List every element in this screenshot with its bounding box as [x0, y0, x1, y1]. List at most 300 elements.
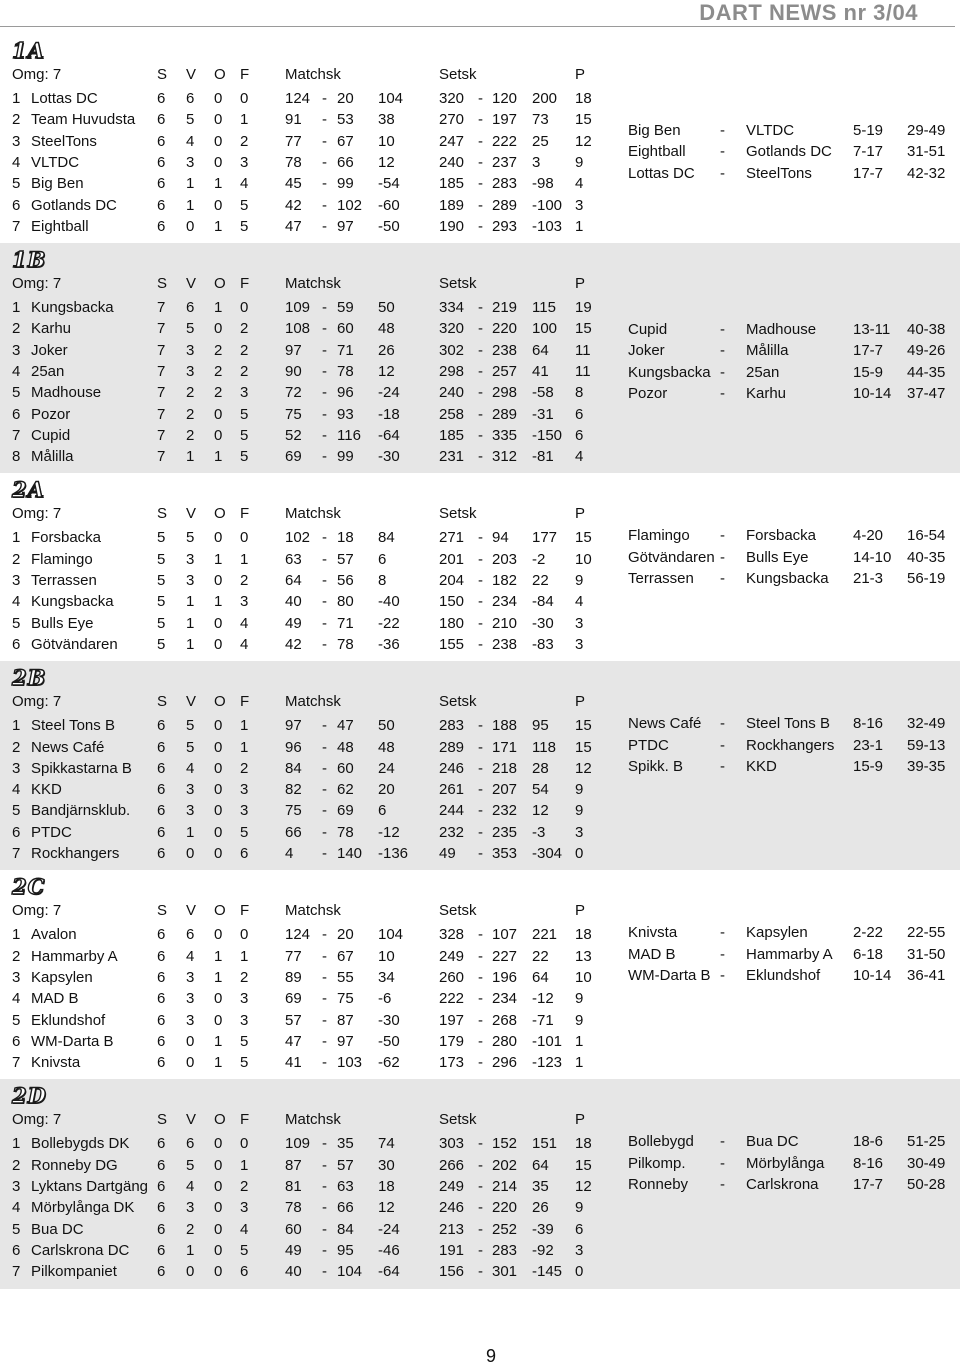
- cell-team: Kungsbacka: [31, 593, 114, 611]
- column-header-o: O: [214, 1111, 226, 1129]
- table-row: [0, 1219, 620, 1240]
- away-team: Bua DC: [746, 1133, 799, 1151]
- cell-ma: 57: [337, 550, 354, 568]
- score-separator: -: [478, 947, 483, 965]
- score-separator: -: [322, 759, 327, 777]
- cell-sf: 328: [439, 926, 465, 944]
- cell-f: 3: [240, 593, 249, 611]
- table-row: [0, 634, 620, 655]
- cell-mdiff: -40: [378, 593, 400, 611]
- score-separator: -: [322, 1156, 327, 1174]
- cell-sf: 289: [439, 738, 465, 756]
- cell-p: 3: [575, 614, 584, 632]
- cell-s: 5: [157, 593, 166, 611]
- cell-team: Ronneby DG: [31, 1156, 118, 1174]
- cell-sa: 252: [492, 1220, 518, 1238]
- table-row: [0, 843, 620, 864]
- cell-rank: 6: [12, 635, 21, 653]
- away-team: Gotlands DC: [746, 143, 832, 161]
- score-separator: -: [322, 614, 327, 632]
- set-score: 40-38: [907, 321, 946, 339]
- cell-ma: 116: [337, 426, 361, 444]
- cell-sf: 249: [439, 1178, 465, 1196]
- score-separator: -: [322, 405, 327, 423]
- score-separator: -: [478, 823, 483, 841]
- vs-separator: -: [720, 1176, 725, 1194]
- column-header-o: O: [214, 505, 226, 523]
- match-score: 10-14: [853, 384, 892, 402]
- cell-p: 12: [575, 1178, 592, 1196]
- cell-ma: 104: [337, 1263, 363, 1281]
- table-row: [0, 988, 620, 1009]
- column-header-o: O: [214, 275, 226, 293]
- cell-sf: 49: [439, 845, 456, 863]
- match-score: 8-16: [853, 715, 884, 733]
- cell-p: 1: [575, 1054, 584, 1072]
- cell-sa: 218: [492, 759, 518, 777]
- cell-mdiff: 8: [378, 572, 387, 590]
- cell-p: 1: [575, 1032, 584, 1050]
- cell-sf: 302: [439, 341, 465, 359]
- cell-v: 0: [186, 1032, 195, 1050]
- cell-p: 8: [575, 384, 584, 402]
- score-separator: -: [478, 1011, 483, 1029]
- score-separator: -: [322, 990, 327, 1008]
- cell-ma: 78: [337, 362, 354, 380]
- score-separator: -: [322, 362, 327, 380]
- cell-mf: 40: [285, 1263, 302, 1281]
- score-separator: -: [322, 845, 327, 863]
- score-separator: -: [322, 572, 327, 590]
- cell-rank: 3: [12, 968, 21, 986]
- cell-team: Eightball: [31, 217, 89, 235]
- cell-ma: 59: [337, 299, 354, 317]
- score-separator: -: [322, 738, 327, 756]
- cell-ma: 56: [337, 572, 354, 590]
- score-separator: -: [478, 1241, 483, 1259]
- cell-o: 1: [214, 448, 223, 466]
- cell-team: Steel Tons B: [31, 717, 115, 735]
- set-score: 31-50: [907, 945, 946, 963]
- standings-container: [0, 34, 960, 1289]
- cell-sa: 232: [492, 802, 518, 820]
- cell-team: Lyktans Dartgäng: [31, 1178, 149, 1196]
- cell-ma: 96: [337, 384, 354, 402]
- cell-v: 0: [186, 845, 195, 863]
- column-header-s: S: [157, 902, 168, 920]
- cell-f: 1: [240, 1156, 249, 1174]
- cell-sf: 258: [439, 405, 465, 423]
- cell-sa: 220: [492, 1199, 518, 1217]
- table-row: [0, 425, 620, 446]
- cell-team: Carlskrona DC: [31, 1241, 130, 1259]
- cell-mdiff: 6: [378, 802, 387, 820]
- cell-mf: 4: [285, 845, 294, 863]
- score-separator: -: [322, 217, 327, 235]
- set-score: 50-28: [907, 1176, 946, 1194]
- match-score: 23-1: [853, 736, 884, 754]
- division-2a: [0, 473, 960, 661]
- cell-sa: 234: [492, 593, 518, 611]
- score-separator: -: [322, 1178, 327, 1196]
- cell-v: 5: [186, 529, 195, 547]
- home-team: Pilkomp.: [628, 1154, 686, 1172]
- cell-rank: 4: [12, 1199, 21, 1217]
- column-header-f: F: [240, 693, 250, 711]
- cell-o: 0: [214, 738, 223, 756]
- standings-header-row: [0, 503, 620, 524]
- cell-sf: 283: [439, 717, 465, 735]
- score-separator: -: [478, 1156, 483, 1174]
- score-separator: -: [478, 217, 483, 235]
- cell-ma: 48: [337, 738, 354, 756]
- away-team: 25an: [746, 363, 780, 381]
- cell-s: 7: [157, 299, 166, 317]
- cell-sdiff: -150: [532, 426, 563, 444]
- cell-team: Rockhangers: [31, 845, 120, 863]
- cell-s: 6: [157, 1032, 166, 1050]
- cell-p: 10: [575, 968, 592, 986]
- cell-team: KKD: [31, 781, 62, 799]
- table-row: [0, 1261, 620, 1282]
- division-2b: [0, 661, 960, 870]
- score-separator: -: [478, 153, 483, 171]
- cell-ma: 140: [337, 845, 363, 863]
- cell-sf: 244: [439, 802, 465, 820]
- column-header-setsk: Setsk: [439, 902, 477, 920]
- cell-team: Gotlands DC: [31, 196, 117, 214]
- cell-rank: 4: [12, 781, 21, 799]
- cell-s: 6: [157, 1156, 166, 1174]
- score-separator: -: [478, 968, 483, 986]
- set-score: 32-49: [907, 715, 946, 733]
- cell-sa: 298: [492, 384, 518, 402]
- match-result: [0, 120, 960, 141]
- cell-f: 3: [240, 384, 249, 402]
- cell-team: Big Ben: [31, 175, 84, 193]
- score-separator: -: [478, 926, 483, 944]
- cell-mf: 60: [285, 1220, 302, 1238]
- cell-o: 0: [214, 1011, 223, 1029]
- cell-s: 6: [157, 111, 166, 129]
- home-team: Pozor: [628, 384, 668, 402]
- score-separator: -: [478, 175, 483, 193]
- cell-sdiff: -98: [532, 175, 554, 193]
- cell-ma: 57: [337, 1156, 354, 1174]
- score-separator: -: [478, 1178, 483, 1196]
- cell-sdiff: -30: [532, 614, 554, 632]
- cell-mf: 124: [285, 926, 311, 944]
- cell-sdiff: 3: [532, 153, 541, 171]
- home-team: Flamingo: [628, 527, 690, 545]
- cell-sa: 107: [492, 926, 518, 944]
- cell-team: WM-Darta B: [31, 1032, 114, 1050]
- away-team: SteelTons: [746, 164, 812, 182]
- cell-sf: 155: [439, 635, 465, 653]
- cell-s: 5: [157, 572, 166, 590]
- cell-p: 15: [575, 738, 592, 756]
- home-team: Terrassen: [628, 570, 694, 588]
- cell-ma: 60: [337, 759, 354, 777]
- away-team: VLTDC: [746, 122, 795, 139]
- cell-o: 0: [214, 529, 223, 547]
- cell-sa: 235: [492, 823, 518, 841]
- cell-o: 1: [214, 947, 223, 965]
- cell-v: 2: [186, 1220, 195, 1238]
- match-score: 7-17: [853, 143, 884, 161]
- match-result: [0, 965, 960, 986]
- cell-s: 6: [157, 947, 166, 965]
- cell-sdiff: -81: [532, 448, 554, 466]
- cell-team: Mörbylånga DK: [31, 1199, 135, 1217]
- cell-mdiff: 6: [378, 550, 387, 568]
- set-score: 22-55: [907, 924, 946, 942]
- cell-sa: 268: [492, 1011, 518, 1029]
- score-separator: -: [478, 845, 483, 863]
- cell-sdiff: 64: [532, 968, 549, 986]
- cell-f: 5: [240, 217, 249, 235]
- division-title: 2D: [12, 1083, 47, 1109]
- column-header-omg: Omg: 7: [12, 693, 62, 711]
- cell-f: 5: [240, 1054, 249, 1072]
- cell-v: 5: [186, 738, 195, 756]
- cell-rank: 4: [12, 153, 21, 171]
- cell-mdiff: -62: [378, 1054, 400, 1072]
- cell-o: 2: [214, 341, 223, 359]
- set-score: 59-13: [907, 736, 946, 754]
- cell-s: 6: [157, 1054, 166, 1072]
- cell-s: 6: [157, 968, 166, 986]
- cell-p: 9: [575, 802, 584, 820]
- cell-s: 5: [157, 635, 166, 653]
- cell-s: 7: [157, 384, 166, 402]
- column-header-f: F: [240, 66, 250, 83]
- vs-separator: -: [720, 736, 725, 754]
- set-score: 29-49: [907, 122, 946, 139]
- score-separator: -: [478, 405, 483, 423]
- cell-mf: 57: [285, 1011, 302, 1029]
- cell-sf: 270: [439, 111, 465, 129]
- cell-s: 5: [157, 550, 166, 568]
- score-separator: -: [322, 635, 327, 653]
- cell-team: Forsbacka: [31, 529, 102, 547]
- cell-sa: 335: [492, 426, 518, 444]
- cell-ma: 62: [337, 781, 354, 799]
- column-header-setsk: Setsk: [439, 1111, 477, 1129]
- cell-p: 15: [575, 529, 592, 547]
- cell-v: 4: [186, 947, 195, 965]
- cell-f: 0: [240, 529, 249, 547]
- standings-header-row: [0, 1109, 620, 1130]
- cell-p: 15: [575, 717, 592, 735]
- score-separator: -: [322, 448, 327, 466]
- cell-mdiff: -46: [378, 1241, 400, 1259]
- home-team: PTDC: [628, 736, 669, 754]
- table-row: [0, 591, 620, 612]
- match-result: [0, 922, 960, 943]
- cell-o: 0: [214, 635, 223, 653]
- cell-ma: 66: [337, 1199, 354, 1217]
- home-team: Joker: [628, 342, 665, 360]
- score-separator: -: [478, 1220, 483, 1238]
- cell-o: 2: [214, 362, 223, 380]
- cell-rank: 2: [12, 947, 21, 965]
- score-separator: -: [478, 572, 483, 590]
- cell-sa: 219: [492, 299, 518, 317]
- score-separator: -: [478, 1199, 483, 1217]
- table-row: [0, 822, 620, 843]
- cell-s: 6: [157, 926, 166, 944]
- cell-o: 1: [214, 593, 223, 611]
- cell-sa: 312: [492, 448, 518, 466]
- cell-v: 3: [186, 550, 195, 568]
- cell-o: 0: [214, 1178, 223, 1196]
- cell-sdiff: -100: [532, 196, 563, 214]
- cell-sf: 222: [439, 990, 465, 1008]
- cell-mf: 47: [285, 217, 302, 235]
- cell-sf: 185: [439, 426, 465, 444]
- cell-team: News Café: [31, 738, 105, 756]
- cell-o: 0: [214, 990, 223, 1008]
- cell-f: 1: [240, 738, 249, 756]
- away-team: Bulls Eye: [746, 548, 809, 566]
- home-team: Lottas DC: [628, 164, 695, 182]
- cell-sf: 173: [439, 1054, 465, 1072]
- vs-separator: -: [720, 945, 725, 963]
- home-team: News Café: [628, 715, 702, 733]
- column-header-v: V: [186, 275, 197, 293]
- cell-sf: 246: [439, 759, 465, 777]
- cell-rank: 3: [12, 1178, 21, 1196]
- score-separator: -: [322, 320, 327, 338]
- cell-rank: 7: [12, 217, 21, 235]
- cell-sf: 185: [439, 175, 465, 193]
- column-header-v: V: [186, 902, 197, 920]
- away-team: Eklundshof: [746, 966, 821, 984]
- cell-p: 4: [575, 593, 584, 611]
- cell-f: 4: [240, 614, 249, 632]
- cell-mdiff: 12: [378, 153, 395, 171]
- cell-o: 1: [214, 1054, 223, 1072]
- score-separator: -: [478, 550, 483, 568]
- cell-sdiff: 115: [532, 299, 556, 317]
- cell-mf: 63: [285, 550, 302, 568]
- cell-rank: 7: [12, 426, 21, 444]
- cell-mf: 66: [285, 823, 302, 841]
- column-header-matchsk: Matchsk: [285, 902, 341, 920]
- cell-mf: 102: [285, 529, 311, 547]
- score-separator: -: [322, 802, 327, 820]
- table-row: [0, 779, 620, 800]
- cell-sdiff: -3: [532, 823, 546, 841]
- match-score: 18-6: [853, 1133, 884, 1151]
- table-row: [0, 404, 620, 425]
- column-header-p: P: [575, 275, 586, 293]
- cell-mf: 40: [285, 593, 302, 611]
- cell-sf: 303: [439, 1135, 465, 1153]
- cell-rank: 5: [12, 614, 21, 632]
- cell-mf: 77: [285, 947, 302, 965]
- cell-p: 13: [575, 947, 592, 965]
- cell-p: 12: [575, 759, 592, 777]
- away-team: Målilla: [746, 342, 789, 360]
- cell-s: 7: [157, 405, 166, 423]
- cell-sf: 213: [439, 1220, 465, 1238]
- cell-sdiff: -103: [532, 217, 563, 235]
- cell-rank: 5: [12, 802, 21, 820]
- cell-f: 6: [240, 1263, 249, 1281]
- cell-mdiff: -50: [378, 1032, 400, 1050]
- cell-sa: 197: [492, 111, 518, 129]
- cell-mdiff: 12: [378, 362, 395, 380]
- cell-sf: 320: [439, 90, 465, 107]
- score-separator: -: [478, 196, 483, 214]
- cell-v: 1: [186, 823, 195, 841]
- score-separator: -: [322, 1199, 327, 1217]
- match-score: 15-9: [853, 363, 884, 381]
- division-1b: [0, 243, 960, 473]
- cell-sf: 150: [439, 593, 465, 611]
- cell-sdiff: 28: [532, 759, 549, 777]
- cell-p: 9: [575, 153, 584, 171]
- cell-ma: 67: [337, 132, 354, 150]
- cell-sdiff: 22: [532, 947, 549, 965]
- cell-sdiff: -39: [532, 1220, 554, 1238]
- cell-s: 6: [157, 196, 166, 214]
- score-separator: -: [478, 614, 483, 632]
- cell-f: 2: [240, 759, 249, 777]
- cell-sdiff: 95: [532, 717, 549, 735]
- match-result: [0, 1131, 960, 1152]
- table-row: [0, 195, 620, 216]
- cell-f: 5: [240, 1032, 249, 1050]
- cell-rank: 6: [12, 1032, 21, 1050]
- cell-sf: 191: [439, 1241, 465, 1259]
- column-header-v: V: [186, 1111, 197, 1129]
- cell-s: 6: [157, 1178, 166, 1196]
- cell-v: 3: [186, 802, 195, 820]
- table-row: [0, 446, 620, 467]
- cell-mf: 72: [285, 384, 302, 402]
- cell-ma: 95: [337, 1241, 354, 1259]
- match-result: [0, 944, 960, 965]
- cell-rank: 2: [12, 550, 21, 568]
- cell-s: 6: [157, 90, 166, 107]
- match-score: 14-10: [853, 548, 892, 566]
- cell-v: 3: [186, 362, 195, 380]
- cell-sdiff: -58: [532, 384, 554, 402]
- score-separator: -: [478, 738, 483, 756]
- cell-sf: 179: [439, 1032, 465, 1050]
- cell-team: Spikkastarna B: [31, 759, 132, 777]
- cell-sa: 283: [492, 1241, 518, 1259]
- cell-ma: 75: [337, 990, 354, 1008]
- column-header-s: S: [157, 693, 168, 711]
- cell-team: Madhouse: [31, 384, 102, 402]
- cell-o: 0: [214, 781, 223, 799]
- score-separator: -: [478, 320, 483, 338]
- cell-ma: 53: [337, 111, 354, 129]
- cell-s: 6: [157, 1220, 166, 1238]
- cell-s: 5: [157, 529, 166, 547]
- score-separator: -: [322, 1135, 327, 1153]
- away-team: Steel Tons B: [746, 715, 830, 733]
- cell-s: 6: [157, 175, 166, 193]
- score-separator: -: [478, 299, 483, 317]
- cell-rank: 8: [12, 448, 21, 466]
- cell-f: 1: [240, 550, 249, 568]
- cell-mdiff: -36: [378, 635, 400, 653]
